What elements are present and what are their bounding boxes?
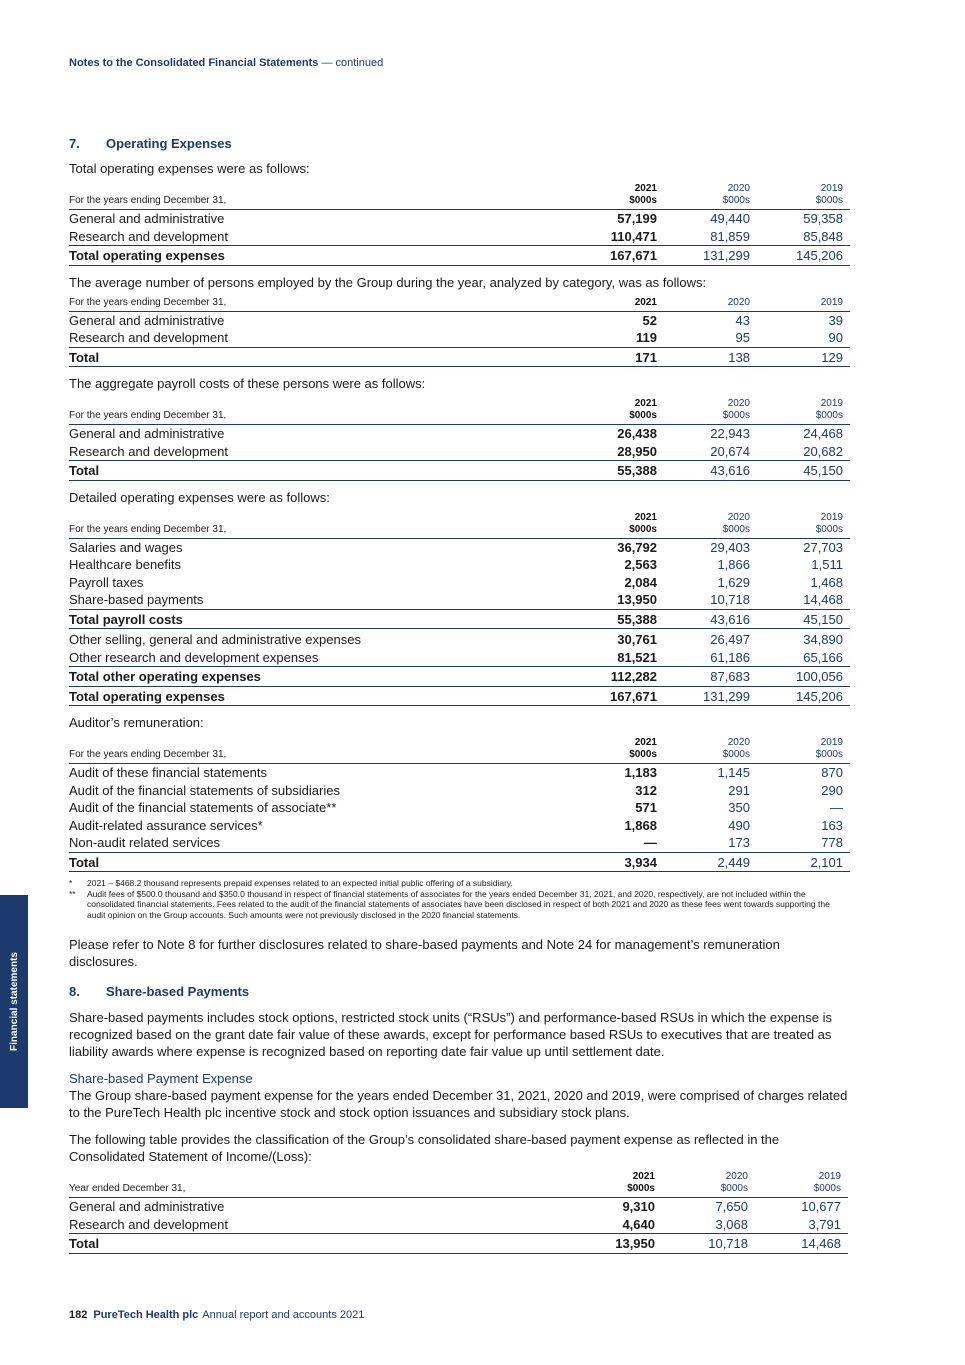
col-label: For the years ending December 31, xyxy=(69,183,557,210)
page-content xyxy=(69,136,850,1262)
table-row: Payroll taxes 2,084 1,629 1,468 xyxy=(69,574,843,590)
col-2019: 2019 xyxy=(757,297,850,312)
table-total-row: Total 3,934 2,449 2,101 xyxy=(69,852,850,872)
col-2019: 2019 $000s xyxy=(757,398,850,425)
table-total-row: Total operating expenses 167,671 131,299 145,206 xyxy=(69,686,850,706)
table-row: Research and development 28,950 20,674 20,682 xyxy=(69,443,843,459)
col-2020: 2020 $000s xyxy=(664,398,757,425)
table-headcount xyxy=(69,297,850,368)
section-7-title xyxy=(69,136,850,151)
table-header-row xyxy=(69,1171,848,1198)
footnote-1: * 2021 – $468.2 thousand represents prepaid expenses related to an expected initial public offering of a subsidiary. xyxy=(69,878,513,888)
table-row: Other research and development expenses 81,521 61,186 65,166 xyxy=(69,649,843,665)
col-2021: 2021 $000s xyxy=(557,183,664,210)
footnote-2: ** Audit fees of $500.0 thousand and $350.0 thousand in respect of financial statements of associates for the years ended December 31, 2021, and 2020, respectively, are not included within the consolidated financial statements. Fees related to the audit of the financial statements of associates have been disclosed in respect of both 2021 and 2020 as these fees went towards supporting the audit opinion on the Group accounts. Such amounts were not previously disclosed in the 2020 financial statements. xyxy=(69,888,830,920)
table-row: Healthcare benefits 2,563 1,866 1,511 xyxy=(69,557,843,572)
table-row: Share-based payments 13,950 10,718 14,468 xyxy=(69,592,843,607)
section-8-heading: Share-based Payments xyxy=(106,984,250,999)
table-row: Research and development 4,640 3,068 3,791 xyxy=(69,1216,841,1232)
table-row: General and administrative 9,310 7,650 10,677 xyxy=(69,1199,841,1214)
table-header-row xyxy=(69,398,850,425)
col-2021: 2021 $000s xyxy=(557,398,664,425)
intro-payroll: The aggregate payroll costs of these persons were as follows: xyxy=(69,376,426,391)
col-label: For the years ending December 31, xyxy=(69,737,557,764)
table-header-row xyxy=(69,737,850,764)
table-header-row xyxy=(69,512,850,539)
table-row: Audit of these financial statements 1,183 1,145 870 xyxy=(69,765,843,780)
col-label: For the years ending December 31, xyxy=(69,512,557,539)
section-side-tab[interactable] xyxy=(0,895,28,1108)
share-based-paragraph-2: The Group share-based payment expense for the years ended December 31, 2021, 2020 and 2019, were comprised of charges related to the PureTech Health plc incentive stock and stock option issuances and subsidiary stock plans. xyxy=(69,1088,848,1120)
intro-total-opex: Total operating expenses were as follows: xyxy=(69,161,310,176)
table-detailed-opex xyxy=(69,512,850,707)
table-row: Audit of the financial statements of subsidiaries 312 291 290 xyxy=(69,782,843,798)
section-8-number: 8. xyxy=(69,984,80,999)
table-subtotal-row: Total payroll costs 55,388 43,616 45,150 xyxy=(69,609,850,629)
section-7-heading: Operating Expenses xyxy=(106,136,232,151)
table-row: Other selling, general and administrative expenses 30,761 26,497 34,890 xyxy=(69,632,843,647)
col-2021: 2021 xyxy=(557,297,664,312)
note-reference-paragraph: Please refer to Note 8 for further disclosures related to share-based payments and Note 24 for management’s remuneration disclosures. xyxy=(69,937,780,969)
col-2020: 2020 $000s xyxy=(664,512,757,539)
table-row: Research and development 119 95 90 xyxy=(69,330,843,345)
section-7-number: 7. xyxy=(69,136,80,151)
col-2019: 2019 $000s xyxy=(755,1171,848,1198)
intro-detailed-opex: Detailed operating expenses were as follows: xyxy=(69,489,330,505)
page-number: 182 xyxy=(69,1309,88,1321)
header-title: Notes to the Consolidated Financial Statements xyxy=(69,57,319,69)
table-total-row: Total operating expenses 167,671 131,299 145,206 xyxy=(69,246,850,266)
table-header-row xyxy=(69,183,850,210)
table-row: General and administrative 26,438 22,943 24,468 xyxy=(69,426,843,441)
table-row: General and administrative 57,199 49,440 59,358 xyxy=(69,211,843,226)
share-based-subheading: Share-based Payment Expense xyxy=(69,1071,253,1086)
footer-company: PureTech Health plc xyxy=(93,1309,199,1321)
table-share-based-expense xyxy=(69,1171,848,1254)
page-footer xyxy=(69,1309,364,1321)
table-total-row: Total 171 138 129 xyxy=(69,347,850,367)
table-row: Research and development 110,471 81,859 85,848 xyxy=(69,228,843,244)
table-row: General and administrative 52 43 39 xyxy=(69,312,843,328)
col-label: For the years ending December 31, xyxy=(69,398,557,425)
table-auditor-remuneration xyxy=(69,737,850,872)
side-tab-label: Financial statements xyxy=(8,952,20,1051)
col-2019: 2019 $000s xyxy=(757,183,850,210)
running-header xyxy=(69,57,383,69)
table-payroll-costs xyxy=(69,398,850,481)
section-8-title xyxy=(69,984,850,999)
table-total-operating-expenses xyxy=(69,183,850,266)
footer-doc-title: Annual report and accounts 2021 xyxy=(202,1309,365,1321)
col-2021: 2021 $000s xyxy=(555,1171,662,1198)
intro-headcount: The average number of persons employed by the Group during the year, analyzed by category, was as follows: xyxy=(69,274,707,290)
col-2020: 2020 $000s xyxy=(664,183,757,210)
header-suffix: — continued xyxy=(321,57,384,69)
col-2019: 2019 $000s xyxy=(757,737,850,764)
col-2021: 2021 $000s xyxy=(557,737,664,764)
share-based-paragraph-1: Share-based payments includes stock options, restricted stock units (“RSUs”) and performance-based RSUs in which the expense is recognized based on the grant date fair value of these awards, except for performance based RSUs to executives that are treated as liability awards where expense is recognized based on reporting date fair value up until settlement date. xyxy=(69,1010,833,1059)
table-row: Salaries and wages 36,792 29,403 27,703 xyxy=(69,539,843,555)
table-row: Non-audit related services — 173 778 xyxy=(69,835,843,850)
table-header-row xyxy=(69,297,850,312)
col-2021: 2021 $000s xyxy=(557,512,664,539)
col-2019: 2019 $000s xyxy=(757,512,850,539)
col-2020: 2020 $000s xyxy=(664,737,757,764)
table-total-row: Total 13,950 10,718 14,468 xyxy=(69,1234,848,1254)
table-subtotal-row: Total other operating expenses 112,282 87,683 100,056 xyxy=(69,667,850,687)
share-based-paragraph-3: The following table provides the classification of the Group’s consolidated share-based payment expense as reflected in the Consolidated Statement of Income/(Loss): xyxy=(69,1132,780,1164)
col-2020: 2020 $000s xyxy=(662,1171,755,1198)
table-row: Audit-related assurance services* 1,868 490 163 xyxy=(69,817,843,833)
table-row: Audit of the financial statements of associate** 571 350 — xyxy=(69,800,843,815)
col-label: For the years ending December 31, xyxy=(69,297,557,312)
table-total-row: Total 55,388 43,616 45,150 xyxy=(69,461,850,481)
col-label: Year ended December 31, xyxy=(69,1171,555,1198)
col-2020: 2020 xyxy=(664,297,757,312)
intro-auditor: Auditor’s remuneration: xyxy=(69,715,204,730)
